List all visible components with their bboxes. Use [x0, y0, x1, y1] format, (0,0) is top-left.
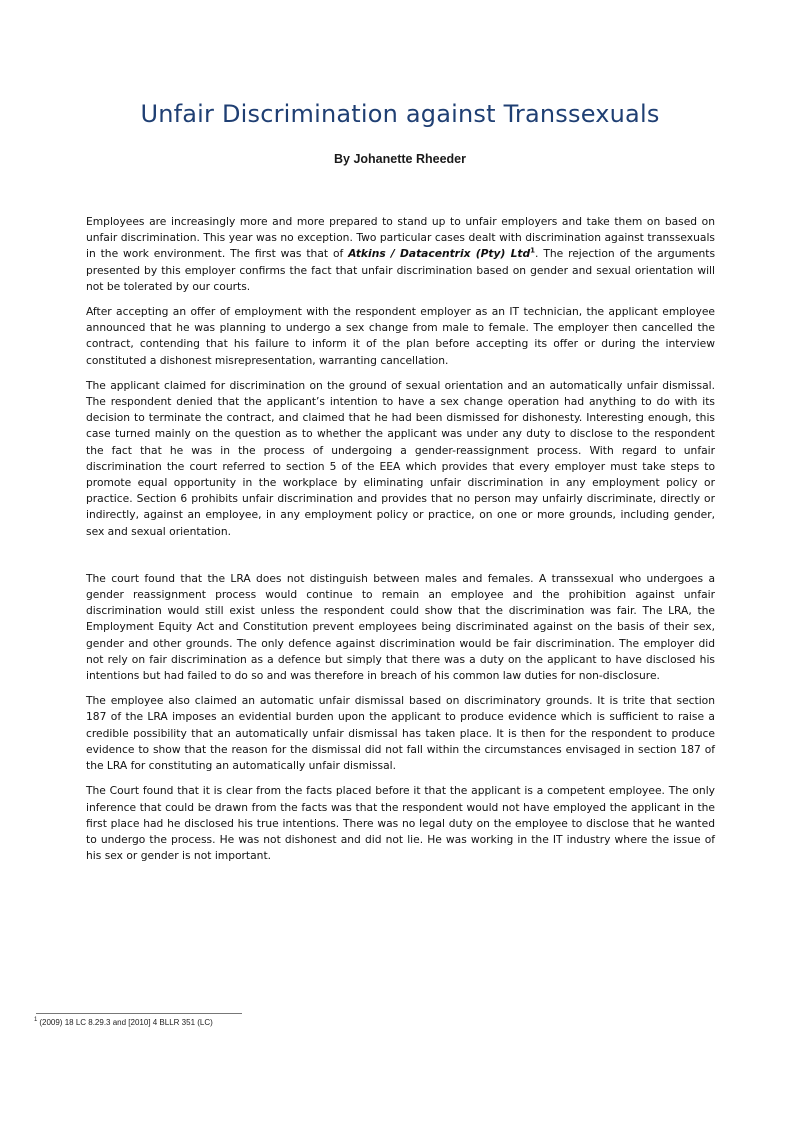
footnote-separator: [36, 1013, 242, 1014]
footnote-reference[interactable]: 1: [530, 246, 536, 255]
paragraph-6: The Court found that it is clear from the facts placed before it that the applicant is a competent employee. The only inference that could be drawn from the facts was that the respondent would not have employed the applicant in the first place had he disclosed his true intentions. There was no legal duty on the employee to disclose that he wanted to undergo the process. He was not dishonest and did not lie. He was working in the IT industry where the issue of his sex or gender is not important.: [86, 784, 715, 863]
paragraph-3: The applicant claimed for discrimination on the ground of sexual orientation and an automatically unfair dismissal. The respondent denied that the applicant’s intention to have a sex change operation had anything to do with its decision to terminate the contract, and claimed that he had been dismissed for dishonesty. Interesting enough, this case turned mainly on the question as to whether the applicant was under any duty to disclose to the respondent the fact that he was in the process of undergoing a gender-reassignment process. With regard to unfair discrimination the court referred to section 5 of the EEA which provides that every employer must take steps to promote equal opportunity in the workplace by eliminating unfair discrimination in any employment policy or practice. Section 6 prohibits unfair discrimination and provides that no person may unfairly discriminate, directly or indirectly, against an employee, in any employment policy or practice, on one or more grounds, including gender, sex and sexual orientation.: [86, 378, 715, 538]
paragraph-1: [86, 214, 715, 295]
footnote-text: (2009) 18 LC 8.29.3 and [2010] 4 BLLR 351 (LC): [39, 1018, 213, 1027]
paragraph-5: The employee also claimed an automatic unfair dismissal based on discriminatory grounds. It is trite that section 187 of the LRA imposes an evidential burden upon the applicant to produce evidence which is sufficient to raise a credible possibility that an automatically unfair dismissal has taken place. It is then for the respondent to produce evidence to show that the reason for the dismissal did not fall within the circumstances envisaged in section 187 of the LRA for constituting an automatically unfair dismissal.: [86, 694, 715, 773]
article-body: [86, 214, 715, 873]
paragraph-4: The court found that the LRA does not distinguish between males and females. A transsexual who undergoes a gender reassignment process would continue to remain an employee and the prohibition against unfair discrimination would still exist unless the respondent could show that the discrimination was fair. The LRA, the Employment Equity Act and Constitution prevent employees being discriminated against on the basis of their sex, gender and other grounds. The only defence against discrimination would be fair discrimination. The employer did not rely on fair discrimination as a defence but simply that there was a duty on the applicant to have disclosed his intentions but had failed to do so and was therefore in breach of his common law duties for non-disclosure.: [86, 571, 715, 683]
paragraph-1-text-end: . The rejection of the arguments presented by this employer confirms the fact that unfair discrimination based on gender and sexual orientation will not be tolerated by our courts.: [86, 247, 716, 293]
document-title: Unfair Discrimination against Transsexuals: [140, 100, 660, 128]
case-name: Atkins / Datacentrix (Pty) Ltd: [348, 247, 531, 261]
footnote: [34, 1018, 213, 1027]
paragraph-2: After accepting an offer of employment with the respondent employer as an IT technician, the applicant employee announced that he was planning to undergo a sex change from male to female. The employer then cancelled the contract, contending that his failure to inform it of the plan before accepting its offer or during the interview constituted a dishonest misrepresentation, warranting cancellation.: [86, 305, 715, 367]
paragraph-1-text-start: Employees are increasingly more and more prepared to stand up to unfair employers and take them on based on unfair discrimination. This year was no exception. Two particular cases dealt with discrimination against transsexuals in the work environment. The first was that of: [86, 215, 715, 261]
author-byline: By Johanette Rheeder: [334, 152, 466, 166]
footnote-number: 1: [34, 1017, 38, 1024]
